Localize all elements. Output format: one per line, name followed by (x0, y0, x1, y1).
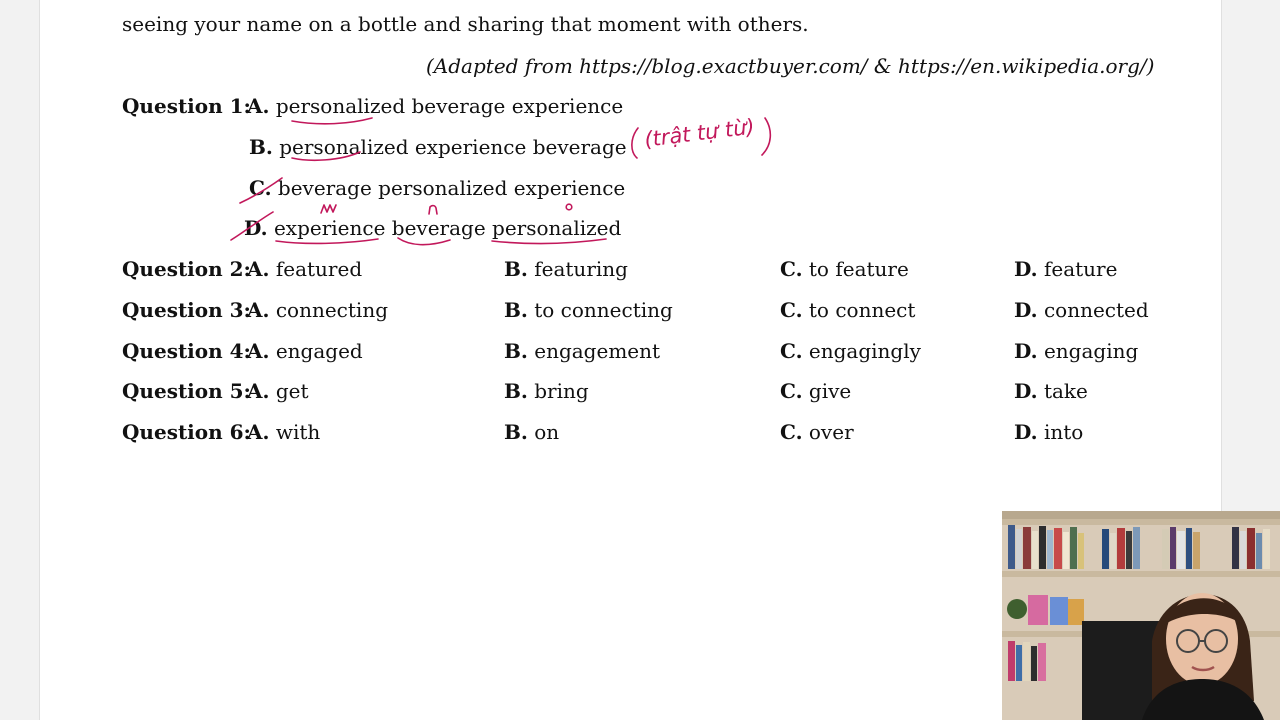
q1-option-b-text: personalized experience beverage (279, 135, 627, 159)
q1-option-c[interactable] (249, 176, 625, 200)
q5-option-c-text: give (808, 379, 852, 403)
q5-option-a-letter: A. (247, 379, 270, 403)
q5-option-c-letter: C. (780, 379, 803, 403)
q6-option-d-text: into (1043, 420, 1084, 444)
q1-option-c-letter: C. (249, 176, 272, 200)
q4-option-b-letter: B. (504, 339, 528, 363)
q2-option-a-letter: A. (247, 257, 270, 281)
q6-option-a-text: with (275, 420, 321, 444)
q4-option-c-letter: C. (780, 339, 803, 363)
q6-option-b[interactable] (504, 420, 559, 444)
q4-option-d-letter: D. (1014, 339, 1038, 363)
handwritten-note: (trật tự từ) (643, 114, 756, 152)
q5-option-a-text: get (275, 379, 309, 403)
q6-option-b-letter: B. (504, 420, 528, 444)
q3-option-a[interactable] (247, 298, 388, 322)
q1-option-a-letter: A. (247, 94, 270, 118)
q1-option-c-text: beverage personalized experience (277, 176, 626, 200)
q4-option-a-letter: A. (247, 339, 270, 363)
q2-option-d-letter: D. (1014, 257, 1038, 281)
q5-option-b-letter: B. (504, 379, 528, 403)
q2-option-d[interactable] (1014, 257, 1117, 281)
q1-option-d[interactable] (244, 216, 621, 240)
question-4-label: Question 4: (122, 339, 251, 363)
q5-option-b[interactable] (504, 379, 589, 403)
q6-option-a-letter: A. (247, 420, 270, 444)
q5-option-a[interactable] (247, 379, 309, 403)
q1-option-b[interactable] (249, 135, 627, 159)
webcam-feed-image (1002, 511, 1280, 720)
q3-option-a-letter: A. (247, 298, 270, 322)
q4-option-a[interactable] (247, 339, 363, 363)
q3-option-d-letter: D. (1014, 298, 1038, 322)
q6-option-b-text: on (534, 420, 560, 444)
question-5-label: Question 5: (122, 379, 251, 403)
q3-option-b-letter: B. (504, 298, 528, 322)
q6-option-c-letter: C. (780, 420, 803, 444)
q2-option-b[interactable] (504, 257, 628, 281)
q5-option-c[interactable] (780, 379, 851, 403)
q4-option-c[interactable] (780, 339, 921, 363)
q6-option-c[interactable] (780, 420, 854, 444)
q5-option-b-text: bring (534, 379, 589, 403)
q4-option-c-text: engagingly (808, 339, 921, 363)
q3-option-d[interactable] (1014, 298, 1149, 322)
q3-option-b[interactable] (504, 298, 673, 322)
question-1-label: Question 1: (122, 94, 251, 118)
q2-option-a-text: featured (275, 257, 363, 281)
q1-option-b-letter: B. (249, 135, 273, 159)
q6-option-d-letter: D. (1014, 420, 1038, 444)
q2-option-d-text: feature (1043, 257, 1118, 281)
q5-option-d-letter: D. (1014, 379, 1038, 403)
q6-option-c-text: over (808, 420, 854, 444)
q6-option-d[interactable] (1014, 420, 1083, 444)
q3-option-b-text: to connecting (534, 298, 673, 322)
question-2-label: Question 2: (122, 257, 251, 281)
q3-option-c[interactable] (780, 298, 915, 322)
q3-option-d-text: connected (1043, 298, 1149, 322)
intro-line: seeing your name on a bottle and sharing that moment with others. (122, 12, 809, 36)
q2-option-a[interactable] (247, 257, 362, 281)
q3-option-a-text: connecting (275, 298, 389, 322)
q1-option-a[interactable] (247, 94, 623, 118)
source-citation: (Adapted from https://blog.exactbuyer.com/ & https://en.wikipedia.org/) (426, 54, 1155, 78)
q2-option-c-letter: C. (780, 257, 803, 281)
q4-option-d[interactable] (1014, 339, 1138, 363)
q4-option-b[interactable] (504, 339, 660, 363)
q2-option-b-letter: B. (504, 257, 528, 281)
q5-option-d[interactable] (1014, 379, 1088, 403)
question-3-label: Question 3: (122, 298, 251, 322)
q3-option-c-text: to connect (808, 298, 916, 322)
question-6-label: Question 6: (122, 420, 251, 444)
q2-option-c-text: to feature (808, 257, 909, 281)
q5-option-d-text: take (1043, 379, 1088, 403)
q4-option-d-text: engaging (1043, 339, 1139, 363)
q4-option-b-text: engagement (534, 339, 661, 363)
q1-option-d-text: experience beverage personalized (273, 216, 622, 240)
q6-option-a[interactable] (247, 420, 320, 444)
q2-option-b-text: featuring (534, 257, 628, 281)
q2-option-c[interactable] (780, 257, 909, 281)
q3-option-c-letter: C. (780, 298, 803, 322)
q4-option-a-text: engaged (275, 339, 363, 363)
q1-option-a-text: personalized beverage experience (275, 94, 624, 118)
webcam-overlay (1002, 511, 1280, 720)
q1-option-d-letter: D. (244, 216, 268, 240)
